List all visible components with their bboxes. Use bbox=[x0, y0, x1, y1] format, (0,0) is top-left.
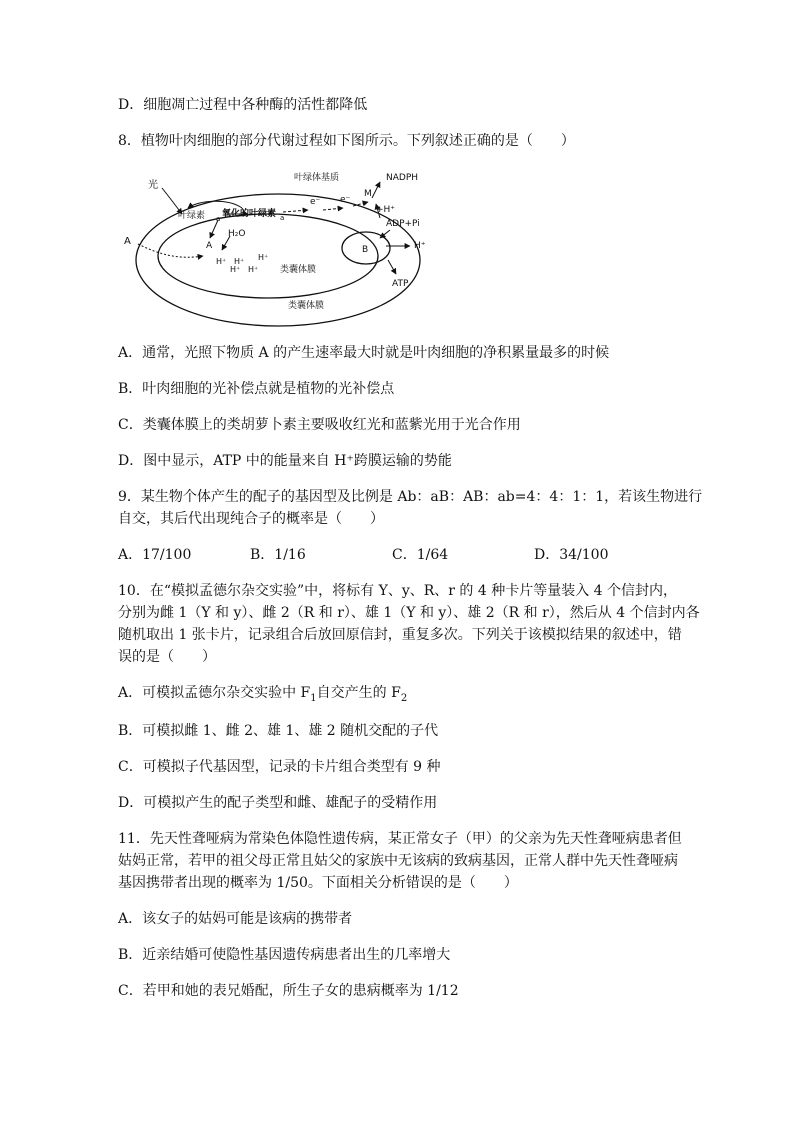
q9-option-c: C．1/64 bbox=[392, 547, 449, 563]
q10-option-d: D．可模拟产生的配子类型和雌、雄配子的受精作用 bbox=[118, 795, 438, 811]
q10-option-a bbox=[118, 684, 407, 708]
chl-arrow-2 bbox=[188, 201, 242, 208]
q10-option-b: B．可模拟雌 1、雌 2、雄 1、雄 2 随机交配的子代 bbox=[118, 723, 439, 739]
label-a-left: A bbox=[124, 236, 131, 247]
label-h-right: H⁺ bbox=[414, 241, 426, 251]
label-light: 光 bbox=[148, 180, 158, 191]
label-thylakoid-outer: 类囊体膜 bbox=[288, 301, 325, 311]
q10-stem-line2: 分别为雌 1（Y 和 y）、雌 2（R 和 r）、雄 1（Y 和 y）、雄 2（R 和 r），然后从 4 个信封内各 bbox=[118, 605, 700, 621]
q8-option-b: B．叶肉细胞的光补偿点就是植物的光补偿点 bbox=[118, 381, 395, 397]
label-sub-a2: a bbox=[280, 214, 285, 222]
q10-option-a-sub1: 1 bbox=[310, 692, 317, 704]
q8-option-d: D．图中显示，ATP 中的能量来自 H⁺跨膜运输的势能 bbox=[118, 453, 452, 469]
label-nadph: NADPH bbox=[386, 173, 419, 183]
q9-option-b: B．1/16 bbox=[250, 547, 306, 563]
q7-option-d: D．细胞凋亡过程中各种酶的活性都降低 bbox=[118, 97, 368, 113]
q11-stem-line2: 姑妈正常，若甲的祖父母正常且姑父的家族中无该病的致病基因，正常人群中先天性聋哑病 bbox=[118, 853, 678, 869]
label-thylakoid-inner: 类囊体膜 bbox=[280, 265, 317, 275]
atp-arrow bbox=[388, 260, 396, 274]
q9-stem-line2: 自交，其后代出现纯合子的概率是（ ） bbox=[118, 511, 384, 527]
q10-stem-line4: 误的是（ ） bbox=[118, 649, 216, 665]
label-h5: H⁺ bbox=[248, 265, 259, 274]
label-stroma: 叶绿体基质 bbox=[294, 173, 340, 183]
q8-stem: 8．植物叶肉细胞的部分代谢过程如下图所示。下列叙述正确的是（ ） bbox=[118, 133, 575, 149]
q10-option-a-text: A．可模拟孟德尔杂交实验中 F bbox=[118, 685, 311, 701]
label-atp: ATP bbox=[392, 279, 409, 289]
a-dotted-path bbox=[138, 244, 203, 257]
q9-option-a: A．17/100 bbox=[118, 547, 192, 563]
q11-option-a: A．该女子的姑妈可能是该病的携带者 bbox=[118, 911, 353, 927]
label-adp: ADP+Pi bbox=[386, 219, 420, 229]
photosynthesis-diagram bbox=[118, 168, 438, 328]
q8-option-a: A．通常，光照下物质 A 的产生速率最大时就是叶肉细胞的净积累量最多的时候 bbox=[118, 345, 610, 361]
label-h2o: H₂O bbox=[228, 229, 246, 239]
label-h-plus-m: +H⁺ bbox=[376, 205, 396, 215]
label-h2: H⁺ bbox=[234, 257, 245, 266]
q10-stem-line3: 随机取出 1 张卡片，记录组合后放回原信封，重复多次。下列关于该模拟结果的叙述中，错 bbox=[118, 627, 682, 643]
label-h3: H⁺ bbox=[258, 253, 269, 262]
q11-stem-line3: 基因携带者出现的概率为 1/50。下面相关分析错误的是（ ） bbox=[118, 875, 518, 891]
label-a-inner: A bbox=[206, 241, 213, 251]
label-m: M bbox=[364, 189, 372, 199]
q10-stem-line1: 10．在“模拟孟德尔杂交实验”中，将标有 Y、y、R、r 的 4 种卡片等量装入 4 个信封内， bbox=[118, 583, 678, 599]
q11-stem-line1: 11．先天性聋哑病为常染色体隐性遗传病，某正常女子（甲）的父亲为先天性聋哑病患者但 bbox=[118, 831, 682, 847]
q9-stem-line1: 9．某生物个体产生的配子的基因型及比例是 Ab：aB：AB：ab=4：4：1：1，若该生物进行 bbox=[118, 489, 703, 505]
q11-option-b: B．近亲结婚可使隐性基因遗传病患者出生的几率增大 bbox=[118, 947, 451, 963]
adp-arrow bbox=[380, 230, 390, 238]
q10-option-a-mid: 自交产生的 F bbox=[316, 685, 401, 701]
q8-option-c: C．类囊体膜上的类胡萝卜素主要吸收红光和蓝紫光用于光合作用 bbox=[118, 417, 521, 433]
label-oxidized: 氧化的叶绿素 bbox=[222, 209, 277, 219]
q9-options-row bbox=[118, 546, 678, 564]
label-b: B bbox=[362, 245, 369, 255]
q11-option-c: C．若甲和她的表兄婚配，所生子女的患病概率为 1/12 bbox=[118, 983, 459, 999]
nadph-arrow bbox=[372, 182, 380, 198]
electron-arrow-2 bbox=[323, 208, 343, 210]
label-chlorophyll: 叶绿素 bbox=[178, 211, 206, 221]
label-h1: H⁺ bbox=[216, 257, 227, 266]
electron-arrow-1 bbox=[283, 210, 308, 212]
label-e2: e⁻ bbox=[340, 195, 351, 205]
q10-option-a-sub2: 2 bbox=[400, 692, 408, 704]
q10-option-c: C．可模拟子代基因型，记录的卡片组合类型有 9 种 bbox=[118, 759, 441, 775]
label-h4: H⁺ bbox=[230, 265, 241, 274]
q9-option-d: D．34/100 bbox=[534, 547, 609, 563]
label-e1: e⁻ bbox=[310, 197, 321, 207]
label-sub-a: a bbox=[216, 215, 221, 223]
